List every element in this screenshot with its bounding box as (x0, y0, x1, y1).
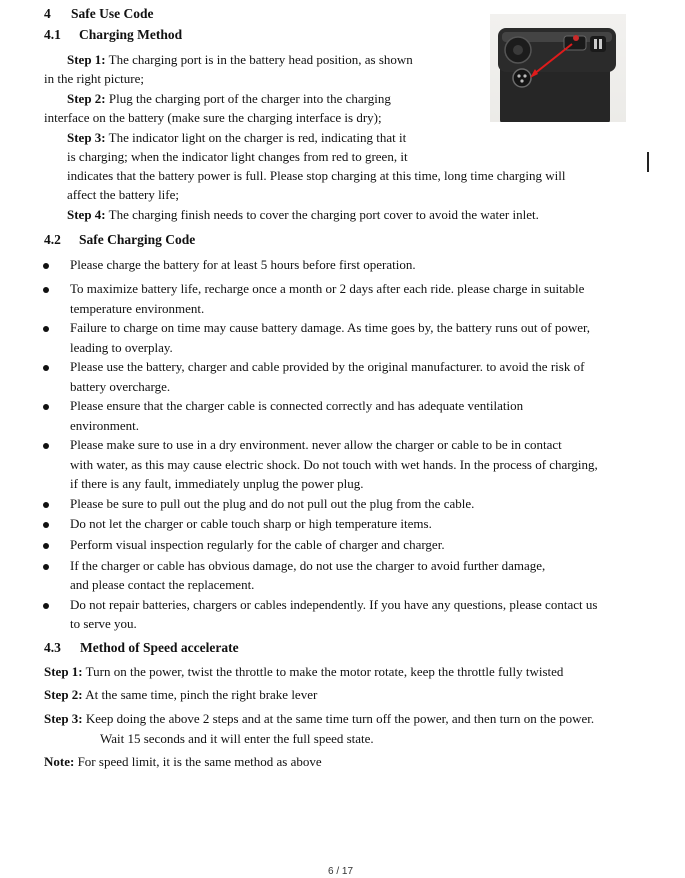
bullet-text: Please make sure to use in a dry environment. never allow the charger or cable to be in contact (70, 437, 562, 452)
bullet-text-cont: leading to overplay. (70, 340, 173, 355)
subsection-number-4-2: 4.2 (44, 232, 61, 247)
speed-step-3-cont: Wait 15 seconds and it will enter the full speed state. (100, 731, 374, 746)
subsection-title-speed-accelerate: Method of Speed accelerate (80, 640, 239, 655)
bullet-marker (43, 522, 49, 528)
step-label: Step 2: (44, 687, 83, 702)
bullet-text-cont: temperature environment. (70, 301, 205, 316)
step-label: Step 3: (67, 130, 106, 145)
bullet-marker (43, 543, 49, 549)
step-text: Plug the charging port of the charger into the charging (108, 91, 391, 106)
bullet-text-cont: with water, as this may cause electric shock. Do not touch with wet hands. In the process of charging, (70, 457, 598, 472)
bullet-marker (43, 326, 49, 332)
section-title: Safe Use Code (71, 6, 154, 21)
step-text: Keep doing the above 2 steps and at the same time turn off the power, and then turn on the power. (85, 711, 595, 726)
bullet-text-cont: to serve you. (70, 616, 137, 631)
bullet-text-cont: and please contact the replacement. (70, 577, 255, 592)
bullet-text: Please charge the battery for at least 5 hours before first operation. (70, 257, 416, 272)
bullet-marker (43, 564, 49, 570)
bullet-text: Do not repair batteries, chargers or cables independently. If you have any questions, please contact us (70, 597, 598, 612)
step-text: The charging port is in the battery head position, as shown (108, 52, 413, 67)
step-text: At the same time, pinch the right brake lever (85, 687, 318, 702)
bullet-text: Please use the battery, charger and cable provided by the original manufacturer. to avoid the risk of (70, 359, 585, 374)
note-text: For speed limit, it is the same method as above (77, 754, 322, 769)
bullet-marker (43, 603, 49, 609)
charging-step-3-cont: indicates that the battery power is full. Please stop charging at this time, long time charging will (67, 168, 566, 183)
text-cursor (647, 152, 649, 172)
bullet-marker (43, 502, 49, 508)
bullet-text: To maximize battery life, recharge once a month or 2 days after each ride. please charge in suitable (70, 281, 585, 296)
speed-note (44, 754, 322, 770)
bullet-text: Failure to charge on time may cause battery damage. As time goes by, the battery runs out of power, (70, 320, 591, 335)
charging-step-1 (67, 52, 413, 68)
bullet-text: Do not let the charger or cable touch sharp or high temperature items. (70, 516, 432, 531)
page-number: 6 / 17 (328, 866, 354, 877)
battery-illustration (490, 14, 626, 122)
step-label: Step 4: (67, 207, 106, 222)
bullet-text-cont: battery overcharge. (70, 379, 171, 394)
bullet-text: If the charger or cable has obvious damage, do not use the charger to avoid further damage, (70, 558, 546, 573)
bullet-marker (43, 443, 49, 449)
bullet-text-cont: environment. (70, 418, 139, 433)
step-text: The charging finish needs to cover the charging port cover to avoid the water inlet. (108, 207, 539, 222)
section-number: 4 (44, 6, 51, 21)
subsection-title-safe-charging: Safe Charging Code (79, 232, 196, 247)
step-label: Step 3: (44, 711, 83, 726)
bullet-text: Perform visual inspection regularly for the cable of charger and charger. (70, 537, 445, 552)
subsection-number-4-3: 4.3 (44, 640, 61, 655)
note-label: Note: (44, 754, 75, 769)
subsection-title-charging-method: Charging Method (79, 27, 183, 42)
bullet-marker (43, 263, 49, 269)
step-label: Step 1: (44, 664, 83, 679)
charging-step-3-cont: affect the battery life; (67, 187, 180, 202)
bullet-text: Please ensure that the charger cable is connected correctly and has adequate ventilation (70, 398, 524, 413)
bullet-text-cont: if there is any fault, immediately unplug the power plug. (70, 476, 364, 491)
charging-step-3 (67, 130, 406, 146)
charging-step-4 (67, 207, 539, 223)
charging-step-1-cont: in the right picture; (44, 71, 145, 86)
subsection-number-4-1: 4.1 (44, 27, 61, 42)
speed-step-2 (44, 687, 317, 703)
bullet-text: Please be sure to pull out the plug and do not pull out the plug from the cable. (70, 496, 475, 511)
charging-step-2-cont: interface on the battery (make sure the charging interface is dry); (44, 110, 382, 125)
step-label: Step 2: (67, 91, 106, 106)
battery-charging-port-photo (490, 14, 626, 122)
bullet-marker (43, 365, 49, 371)
speed-step-1 (44, 664, 563, 680)
step-label: Step 1: (67, 52, 106, 67)
charging-step-3-cont: is charging; when the indicator light changes from red to green, it (67, 149, 408, 164)
bullet-marker (43, 404, 49, 410)
step-text: The indicator light on the charger is red, indicating that it (108, 130, 407, 145)
charging-step-2 (67, 91, 391, 107)
step-text: Turn on the power, twist the throttle to make the motor rotate, keep the throttle fully twisted (85, 664, 564, 679)
bullet-marker (43, 287, 49, 293)
speed-step-3 (44, 711, 594, 727)
